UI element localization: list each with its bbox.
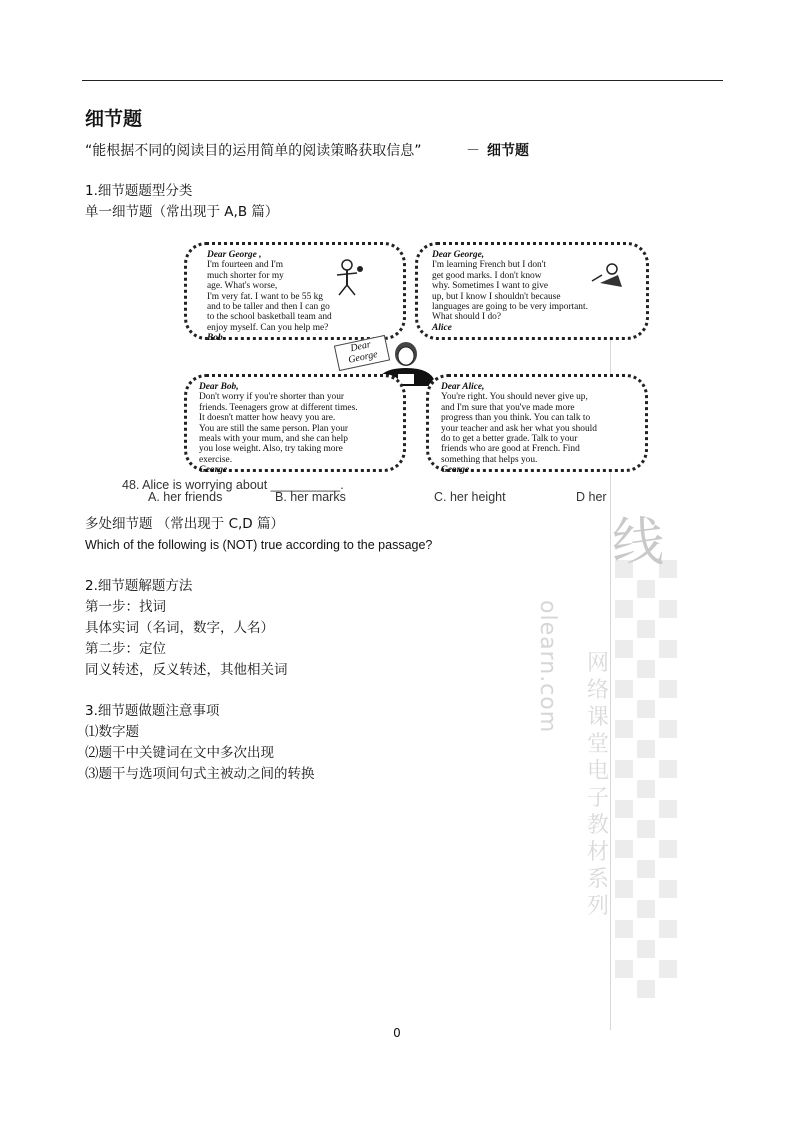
letter-line: why. Sometimes I want to give [432, 281, 549, 292]
letter-greeting: Dear George, [432, 250, 485, 260]
letter-line: up, but I know I shouldn't because [432, 291, 561, 302]
letter-line: age. What's worse, [207, 281, 278, 292]
watermark-square [637, 620, 655, 638]
letter-greeting: Dear Bob, [199, 382, 239, 392]
watermark-square [615, 800, 633, 818]
watermark-square [659, 720, 677, 738]
option-d: D her [576, 490, 607, 504]
letter-bubble-dear-alice [426, 374, 648, 476]
watermark-square [637, 780, 655, 798]
watermark-square [659, 760, 677, 778]
watermark-square [637, 860, 655, 878]
quote-dash: － [466, 143, 480, 159]
section1-heading: 1.细节题题型分类 [85, 183, 193, 199]
letter-signature: Alice [432, 322, 452, 333]
letter-bubble-dear-bob [184, 374, 406, 476]
letter-line: I'm fourteen and I'm [207, 260, 284, 271]
letter-line: You are still the same person. Plan your [199, 423, 349, 434]
letter-line: friends who are good at French. Find [441, 444, 580, 455]
watermark-square [615, 680, 633, 698]
multi-detail-example: Which of the following is (NOT) true according to the passage? [85, 538, 433, 552]
letter-bubble-alice [415, 242, 649, 340]
single-detail-label: 单一细节题（常出现于 A,B 篇） [85, 204, 279, 220]
letter-line: You're right. You should never give up, [441, 392, 588, 403]
watermark-square [637, 820, 655, 838]
watermark-square [637, 740, 655, 758]
watermark-square [637, 900, 655, 918]
watermark-square [659, 600, 677, 618]
header-rule [82, 80, 723, 81]
letter-line: your teacher and ask her what you should [441, 423, 597, 434]
watermark-square [659, 800, 677, 818]
page-number: 0 [393, 1026, 401, 1040]
student-writing-icon [586, 261, 626, 291]
letter-signature: Bob [207, 333, 223, 344]
watermark-square [615, 840, 633, 858]
step1-label: 第一步：找词 [85, 599, 166, 615]
multi-detail-label: 多处细节题 （常出现于 C,D 篇） [85, 516, 284, 532]
basketball-player-icon [327, 257, 367, 297]
watermark-square [637, 940, 655, 958]
step1-detail: 具体实词（名词，数字，人名） [85, 620, 274, 636]
quote-text: “能根据不同的阅读目的运用简单的阅读策略获取信息” [85, 143, 422, 159]
letter-line: I'm very fat. I want to be 55 kg [207, 291, 323, 302]
letter-signature: George [199, 465, 228, 476]
letter-line: something that helps you. [441, 454, 538, 465]
letter-line: It doesn't matter how heavy you are. [199, 413, 336, 424]
watermark-square [615, 920, 633, 938]
option-a: A. her friends [148, 490, 223, 504]
watermark-square [659, 680, 677, 698]
letter-bubble-bob [184, 242, 406, 344]
watermark-square [659, 840, 677, 858]
letter-line: Don't worry if you're shorter than your [199, 392, 345, 403]
watermark-square [659, 640, 677, 658]
letter-line: get good marks. I don't know [432, 270, 542, 281]
letter-line: I'm learning French but I don't [432, 260, 547, 271]
question-48: 48. Alice is worrying about __________. [122, 478, 344, 492]
reading-illustration [100, 232, 660, 512]
watermark-square [615, 960, 633, 978]
letter-line: What should I do? [432, 312, 501, 323]
note-item: ⑴数字题 [85, 724, 139, 740]
letter-line: and I'm sure that you've made more [441, 402, 575, 413]
watermark-square [615, 760, 633, 778]
letter-line: much shorter for my [207, 270, 284, 281]
watermark-square [615, 640, 633, 658]
option-b: B. her marks [275, 490, 346, 504]
note-item: ⑶题干与选项间句式主被动之间的转换 [85, 766, 315, 782]
watermark-url: olearn.com [535, 600, 560, 734]
page-title: 细节题 [85, 108, 143, 130]
section3-heading: 3.细节题做题注意事项 [85, 703, 220, 719]
watermark-square [659, 920, 677, 938]
watermark-big-char: 线 [612, 513, 665, 573]
step2-label: 第二步：定位 [85, 641, 166, 657]
letter-signature: George [441, 465, 470, 476]
watermark-square [637, 700, 655, 718]
quote-keyword: 细节题 [487, 143, 529, 159]
dear-george-sign: Dear George [334, 335, 390, 371]
letter-line: and to be taller and then I can go [207, 302, 330, 313]
watermark-square [659, 880, 677, 898]
letter-greeting: Dear Alice, [441, 382, 485, 392]
option-c: C. her height [434, 490, 506, 504]
letter-line: you lose weight. Also, try taking more [199, 444, 343, 455]
watermark-square [615, 880, 633, 898]
note-item: ⑵题干中关键词在文中多次出现 [85, 745, 274, 761]
letter-line: to the school basketball team and [207, 312, 332, 323]
letter-line: languages are going to be very important. [432, 302, 588, 313]
watermark-square [615, 600, 633, 618]
watermark-square [637, 580, 655, 598]
letter-line: exercise. [199, 454, 233, 465]
letter-line: friends. Teenagers grow at different times. [199, 402, 358, 413]
watermark-square [637, 660, 655, 678]
letter-line: do to get a better grade. Talk to your [441, 434, 578, 445]
letter-line: enjoy myself. Can you help me? [207, 322, 329, 333]
letter-line: meals with your mum, and she can help [199, 434, 348, 445]
watermark-square [615, 720, 633, 738]
letter-line: progress than you think. You can talk to [441, 413, 591, 424]
watermark-series: 网络课堂电子教材系列 [587, 651, 610, 919]
section2-heading: 2.细节题解题方法 [85, 578, 193, 594]
watermark-square [659, 960, 677, 978]
watermark-square [637, 980, 655, 998]
letter-greeting: Dear George , [207, 250, 262, 260]
step2-detail: 同义转述，反义转述，其他相关词 [85, 662, 288, 678]
